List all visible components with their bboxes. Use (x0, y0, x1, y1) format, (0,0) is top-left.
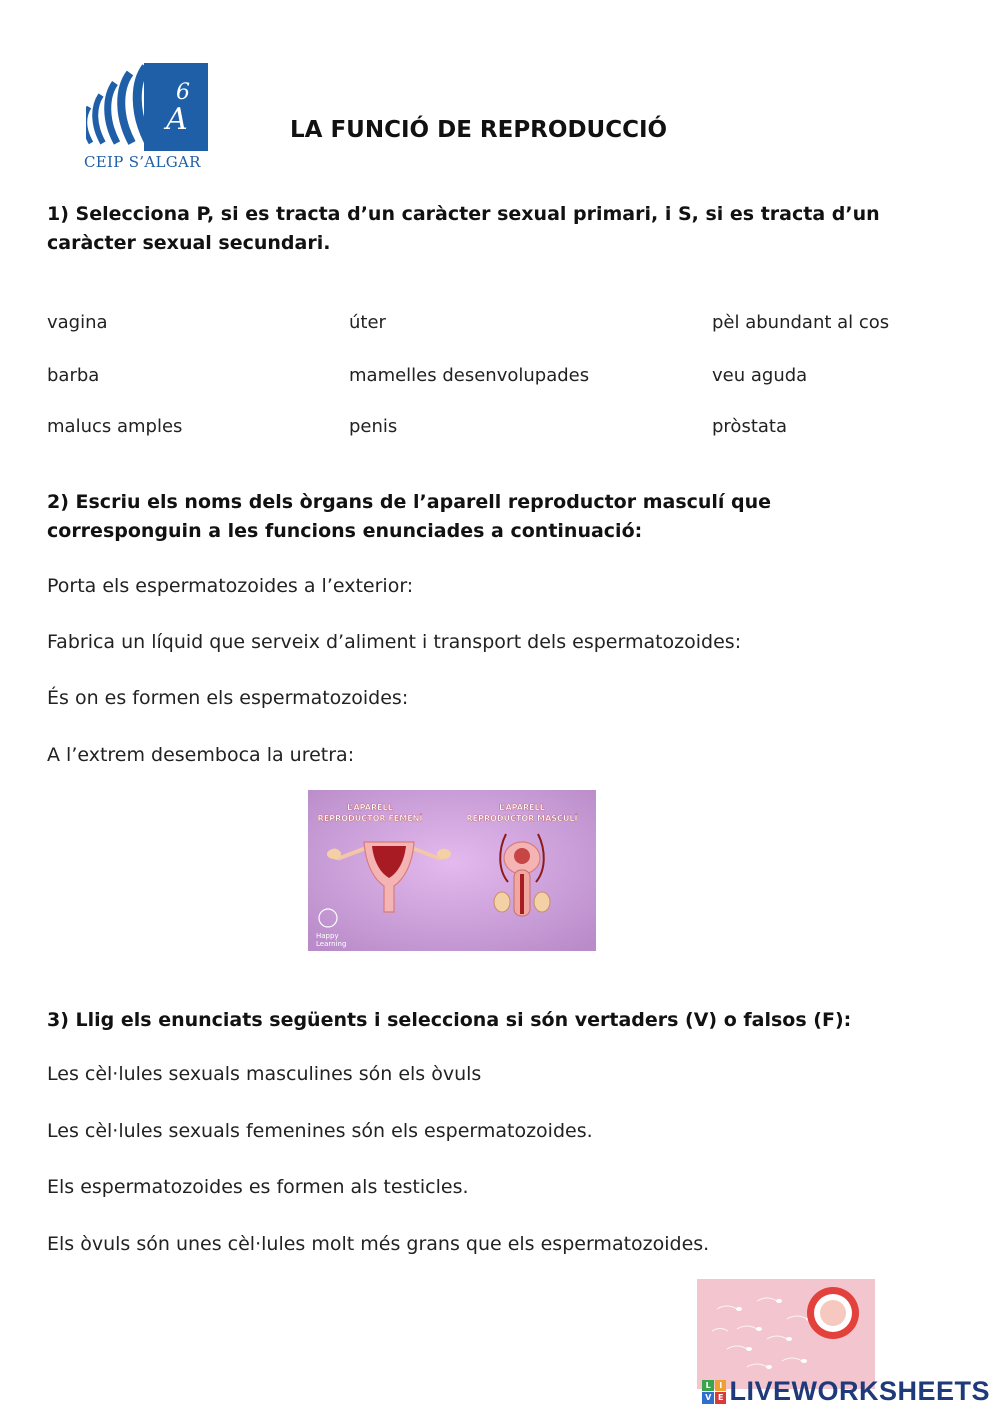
grid-cell: pròstata (712, 416, 787, 437)
male-label-line1: L’APARELL (499, 803, 545, 812)
grid-cell: penis (349, 416, 398, 437)
liveworksheets-logo (702, 1376, 990, 1407)
statement-item: Els espermatozoides es formen als testicles. (47, 1176, 469, 1198)
liveworksheets-text: LIVEWORKSHEETS (729, 1376, 990, 1406)
female-label-line2: REPRODUCTOR FEMENÍ (317, 814, 423, 823)
section3-heading: 3) Llig els enunciats següents i selecciona si són vertaders (V) o falsos (F): (47, 1009, 852, 1031)
liveworksheets-mark: L I V E (702, 1380, 726, 1404)
egg-sperm-image (697, 1279, 875, 1389)
logo-mark-digit: 6 (176, 80, 190, 105)
section1-heading (47, 200, 947, 258)
grid-cell: mamelles desenvolupades (349, 365, 590, 386)
grid-cell: úter (349, 312, 386, 333)
statement-item: Les cèl·lules sexuals femenines són els espermatozoides. (47, 1120, 593, 1142)
section1-heading-line2: caràcter sexual secundari. (47, 232, 331, 254)
section1-heading-line1: 1) Selecciona P, si es tracta d’un caràcter sexual primari, i S, si es tracta d’un (47, 203, 880, 225)
function-item: És on es formen els espermatozoides: (47, 687, 409, 709)
school-logo (86, 63, 208, 155)
brand-line1: Happy (316, 932, 339, 940)
female-label-line1: L’APARELL (347, 803, 393, 812)
grid-cell: malucs amples (47, 416, 183, 437)
grid-cell: vagina (47, 312, 108, 333)
logo-mark-letter: A (166, 102, 188, 137)
section2-heading-line1: 2) Escriu els noms dels òrgans de l’aparell reproductor masculí que (47, 491, 772, 513)
brand-line2: Learning (316, 940, 347, 948)
grid-cell: pèl abundant al cos (712, 312, 890, 333)
statement-item: Les cèl·lules sexuals masculines són els òvuls (47, 1063, 482, 1085)
page-title: LA FUNCIÓ DE REPRODUCCIÓ (290, 117, 668, 143)
function-item: Fabrica un líquid que serveix d’aliment i transport dels espermatozoides: (47, 631, 742, 653)
function-item: Porta els espermatozoides a l’exterior: (47, 575, 414, 597)
statement-item: Els òvuls són unes cèl·lules molt més grans que els espermatozoides. (47, 1233, 710, 1255)
logo-caption: CEIP S’ALGAR (84, 153, 201, 171)
reproductive-systems-image (308, 790, 596, 951)
section2-heading (47, 488, 947, 546)
grid-cell: veu aguda (712, 365, 808, 386)
section2-heading-line2: corresponguin a les funcions enunciades a continuació: (47, 520, 643, 542)
function-item: A l’extrem desemboca la uretra: (47, 744, 355, 766)
grid-cell: barba (47, 365, 100, 386)
male-label-line2: REPRODUCTOR MASCULÍ (466, 814, 578, 823)
